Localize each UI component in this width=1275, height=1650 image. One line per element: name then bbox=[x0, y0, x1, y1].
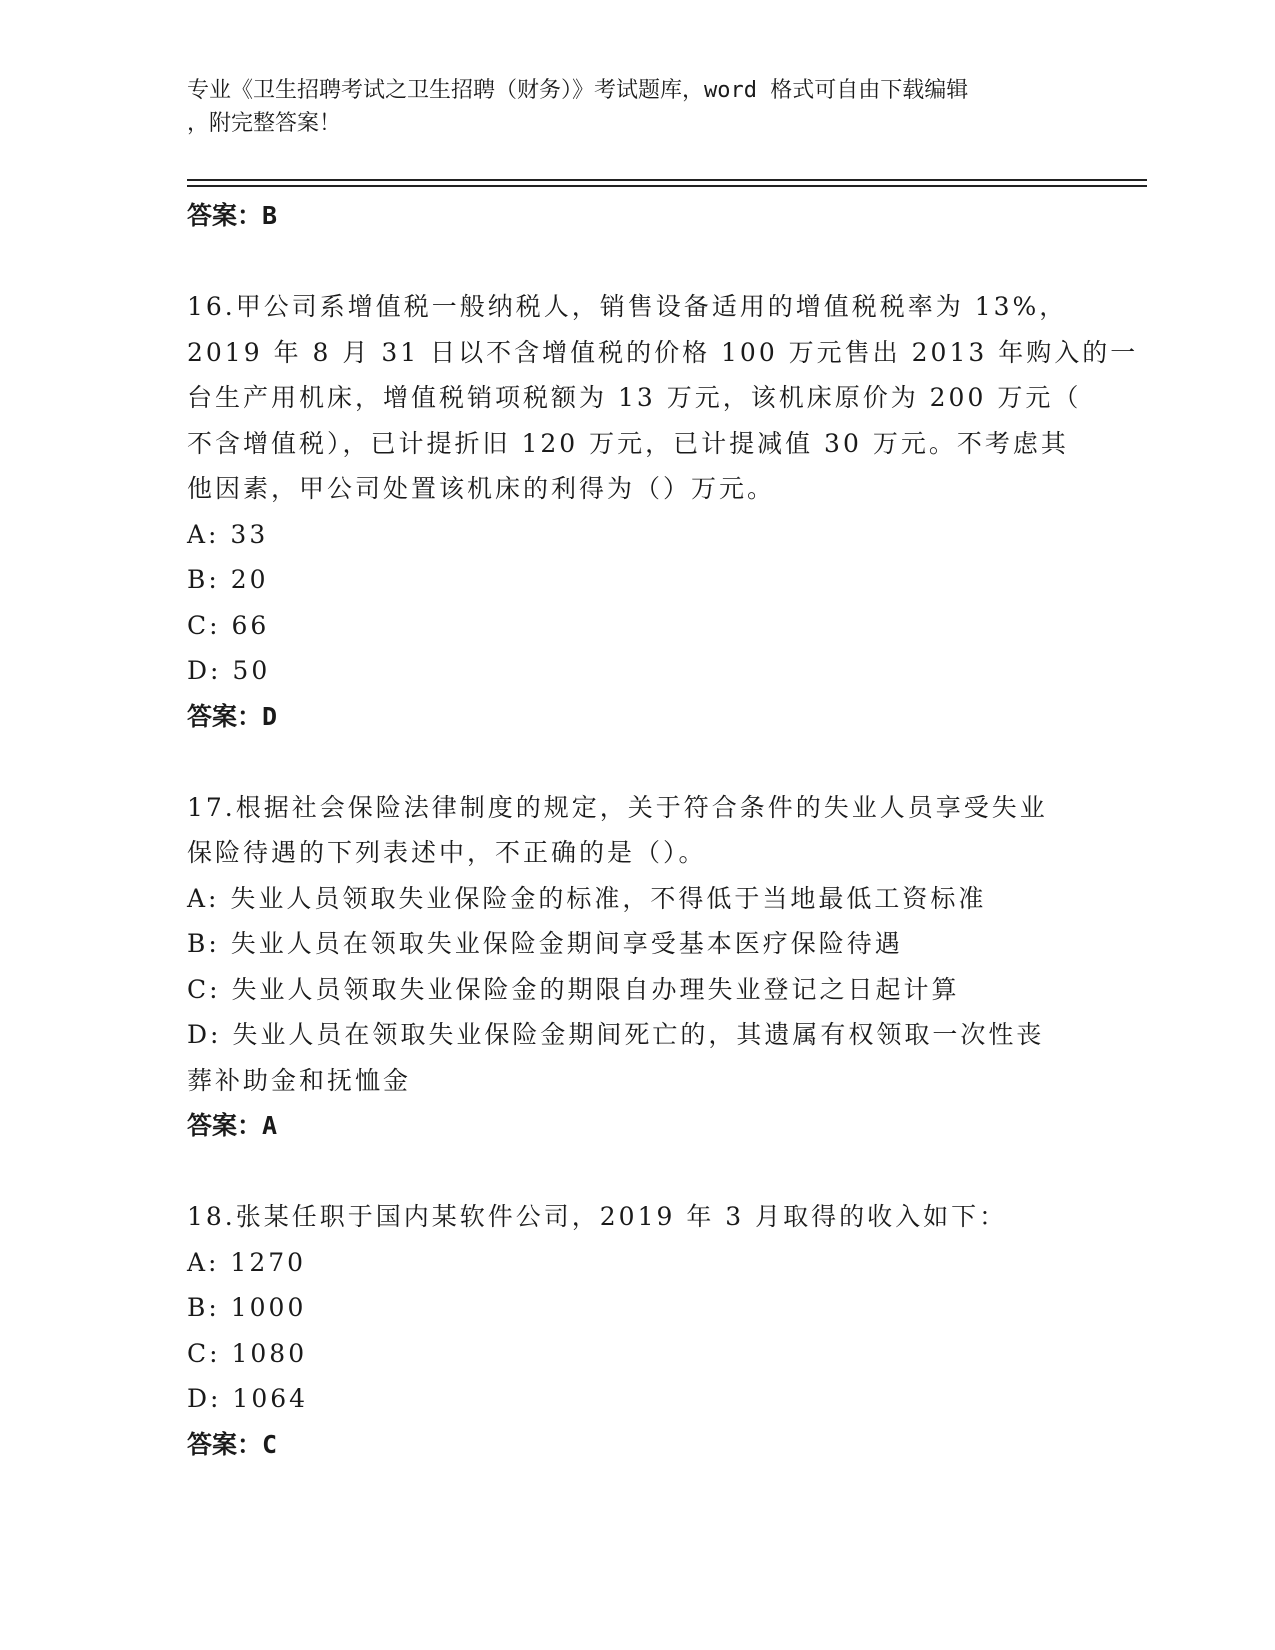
question-text-line: 台生产用机床，增值税销项税额为 13 万元，该机床原价为 200 万元（ bbox=[187, 383, 1082, 412]
question-17 bbox=[187, 785, 1087, 1150]
previous-answer: 答案：B bbox=[187, 201, 278, 230]
header-rule-bottom bbox=[187, 185, 1147, 187]
option-d: D: 1064 bbox=[187, 1384, 309, 1413]
header-line-2: ，附完整答案！ bbox=[187, 111, 342, 136]
question-text-line: 16.甲公司系增值税一般纳税人，销售设备适用的增值税税率为 13%， bbox=[187, 292, 1068, 321]
spacer bbox=[187, 239, 1087, 284]
answer-line: 答案：C bbox=[187, 1429, 278, 1459]
question-16 bbox=[187, 284, 1139, 740]
option-b: B: 20 bbox=[187, 565, 269, 594]
question-text-line: 17.根据社会保险法律制度的规定，关于符合条件的失业人员享受失业 bbox=[187, 792, 1048, 822]
option-b: B: 失业人员在领取失业保险金期间享受基本医疗保险待遇 bbox=[187, 929, 903, 958]
question-list bbox=[187, 193, 1139, 1468]
answer-line: 答案：D bbox=[187, 701, 278, 731]
answer-line: 答案：A bbox=[187, 1111, 278, 1140]
option-c: C: 66 bbox=[187, 610, 270, 640]
header-rule-top bbox=[187, 179, 1147, 181]
option-d-continued: 葬补助金和抚恤金 bbox=[187, 1065, 412, 1095]
question-text-line: 18.张某任职于国内某软件公司，2019 年 3 月取得的收入如下： bbox=[187, 1202, 1008, 1231]
option-c: C: 1080 bbox=[187, 1338, 308, 1368]
option-d: D: 50 bbox=[187, 656, 271, 685]
option-d: D: 失业人员在领取失业保险金期间死亡的，其遗属有权领取一次性丧 bbox=[187, 1020, 1045, 1049]
header-line-1: 专业《卫生招聘考试之卫生招聘（财务）》考试题库，word 格式可自由下载编辑 bbox=[187, 78, 969, 103]
document-header bbox=[187, 74, 1077, 140]
question-text-line: 不含增值税），已计提折旧 120 万元，已计提减值 30 万元。不考虑其 bbox=[187, 428, 1069, 458]
option-a: A: 1270 bbox=[187, 1247, 307, 1277]
spacer bbox=[187, 740, 1087, 785]
option-b: B: 1000 bbox=[187, 1293, 307, 1322]
option-a: A: 33 bbox=[187, 519, 269, 549]
spacer bbox=[187, 1149, 1087, 1194]
question-18 bbox=[187, 1194, 1087, 1468]
option-a: A: 失业人员领取失业保险金的标准，不得低于当地最低工资标准 bbox=[187, 883, 987, 913]
question-text-line: 保险待遇的下列表述中，不正确的是（）。 bbox=[187, 838, 707, 867]
question-text-line: 2019 年 8 月 31 日以不含增值税的价格 100 万元售出 2013 年购入的一 bbox=[187, 337, 1139, 367]
question-text-line: 他因素，甲公司处置该机床的利得为（）万元。 bbox=[187, 474, 776, 503]
option-c: C: 失业人员领取失业保险金的期限自办理失业登记之日起计算 bbox=[187, 974, 960, 1004]
